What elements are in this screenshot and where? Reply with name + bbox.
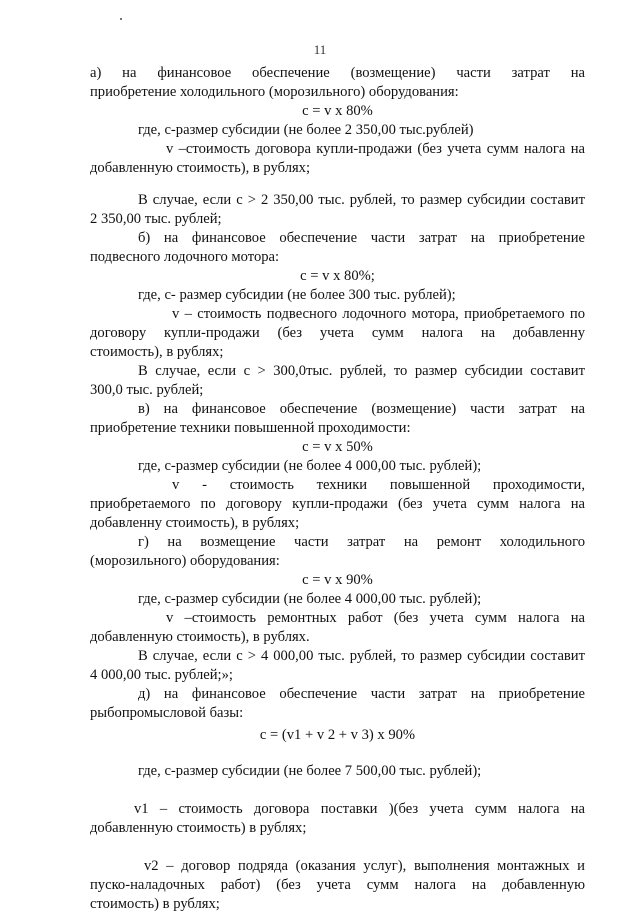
text-line: добавленну стоимость), в рублях;: [90, 515, 300, 531]
formula-line: с = v х 90%: [302, 572, 373, 588]
text-line: В случае, если с > 4 000,00 тыс. рублей, то размер субсидии составит: [138, 648, 585, 664]
text-line: д) на финансовое обеспечение части затрат на приобретение: [138, 686, 585, 702]
text-line: добавленную стоимость), в рублях.: [90, 629, 310, 645]
text-line: 300,0 тыс. рублей;: [90, 382, 204, 398]
text-line: договору купли-продажи (без учета сумм налога на добавленну: [90, 325, 585, 341]
text-line: стоимость) в рублях;: [90, 896, 220, 912]
scan-speck: [120, 18, 122, 20]
text-line: В случае, если с > 2 350,00 тыс. рублей, то размер субсидии составит: [138, 192, 585, 208]
text-line: v1 – стоимость договора поставки )(без учета сумм налога на: [134, 801, 585, 817]
text-line: подвесного лодочного мотора:: [90, 249, 280, 265]
text-line: где, с-размер субсидии (не более 2 350,00 тыс.рублей): [138, 122, 474, 138]
text-line: добавленную стоимость) в рублях;: [90, 820, 307, 836]
text-line: v – стоимость подвесного лодочного мотора, приобретаемого по: [172, 306, 585, 322]
text-line: приобретение холодильного (морозильного) оборудования:: [90, 84, 459, 100]
text-line: v –стоимость ремонтных работ (без учета сумм налога на: [166, 610, 585, 626]
text-line: где, с- размер субсидии (не более 300 тыс. рублей);: [138, 287, 456, 303]
text-line: в) на финансовое обеспечение (возмещение) части затрат на: [138, 401, 585, 417]
text-line: приобретаемого по договору купли-продажи (без учета сумм налога на: [90, 496, 585, 512]
formula-line: с = v х 80%;: [300, 268, 375, 284]
text-line: v - стоимость техники повышенной проходимости,: [172, 477, 585, 493]
text-line: б) на финансовое обеспечение части затрат на приобретение: [138, 230, 585, 246]
text-line: 4 000,00 тыс. рублей;»;: [90, 667, 233, 683]
text-line: г) на возмещение части затрат на ремонт холодильного: [138, 534, 585, 550]
text-line: рыбопромысловой базы:: [90, 705, 244, 721]
formula-line: с = (v1 + v 2 + v 3) х 90%: [259, 727, 416, 743]
text-line: приобретение техники повышенной проходимости:: [90, 420, 411, 436]
text-line: В случае, если с > 300,0тыс. рублей, то размер субсидии составит: [138, 363, 585, 379]
text-line: v –стоимость договора купли-продажи (без учета сумм налога на: [166, 141, 585, 157]
text-line: где, с-размер субсидии (не более 7 500,00 тыс. рублей);: [138, 763, 482, 779]
text-line: пуско-наладочных работ) (без учета сумм налога на добавленную: [90, 877, 585, 893]
page-number: 11: [313, 42, 327, 57]
text-line: где, с-размер субсидии (не более 4 000,00 тыс. рублей);: [138, 458, 482, 474]
text-line: 2 350,00 тыс. рублей;: [90, 211, 222, 227]
text-line: (морозильного) оборудования:: [90, 553, 280, 569]
formula-line: с = v х 80%: [302, 103, 373, 119]
text-line: где, с-размер субсидии (не более 4 000,00 тыс. рублей);: [138, 591, 482, 607]
text-line: v2 – договор подряда (оказания услуг), выполнения монтажных и: [144, 858, 585, 874]
text-line: а) на финансовое обеспечение (возмещение) части затрат на: [90, 65, 585, 81]
text-line: добавленную стоимость), в рублях;: [90, 160, 311, 176]
formula-line: с = v х 50%: [302, 439, 373, 455]
text-line: стоимость), в рублях;: [90, 344, 224, 360]
